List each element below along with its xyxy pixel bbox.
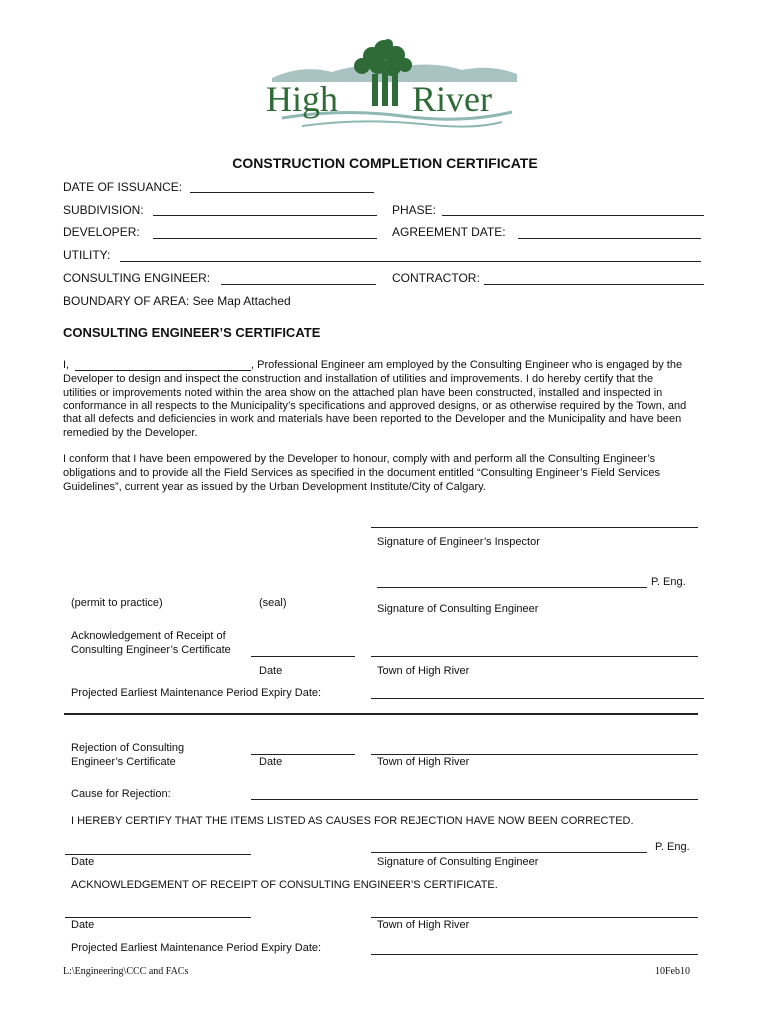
phase-field[interactable] xyxy=(442,215,704,216)
agreement-date-field[interactable] xyxy=(518,238,701,239)
consulting-signature-line[interactable] xyxy=(377,587,647,588)
logo-text-river: River xyxy=(412,79,492,119)
rejection-label-1: Rejection of Consulting xyxy=(71,742,185,754)
para1-line6: remedied by the Developer. xyxy=(63,427,198,439)
correction-date-label: Date xyxy=(71,856,95,868)
contractor-field[interactable] xyxy=(484,284,704,285)
projected-expiry-label: Projected Earliest Maintenance Period Expiry Date: xyxy=(71,687,322,699)
p-eng-label: P. Eng. xyxy=(651,576,686,588)
para1-line4: conformance in all respects to the Municipality’s specifications and approved designs, or as otherwise required by the Town, and xyxy=(63,400,687,412)
ack-date-line[interactable] xyxy=(251,656,355,657)
phase-label: PHASE: xyxy=(392,203,437,217)
seal-label: (seal) xyxy=(259,597,287,609)
consulting-engineer-field[interactable] xyxy=(221,284,376,285)
section-title: CONSULTING ENGINEER’S CERTIFICATE xyxy=(63,325,321,340)
correction-date-line[interactable] xyxy=(65,854,251,855)
acknowledgement-receipt-text: ACKNOWLEDGEMENT OF RECEIPT OF CONSULTING ENGINEER’S CERTIFICATE. xyxy=(71,879,498,891)
developer-field[interactable] xyxy=(153,238,377,239)
footer-file-path: L:\Engineering\CCC and FACs xyxy=(63,966,189,977)
acknowledgement-label-1: Acknowledgement of Receipt of xyxy=(71,630,226,642)
correction-signature-line[interactable] xyxy=(371,852,647,853)
ack-town-line[interactable] xyxy=(371,656,698,657)
para1-line1: , Professional Engineer am employed by the Consulting Engineer who is engaged by the xyxy=(251,359,683,371)
cause-for-rejection-field[interactable] xyxy=(251,799,698,800)
correction-p-eng-label: P. Eng. xyxy=(655,841,690,853)
boundary-of-area: BOUNDARY OF AREA: See Map Attached xyxy=(63,294,291,308)
ack-date-label: Date xyxy=(259,665,283,677)
final-projected-expiry-field[interactable] xyxy=(371,954,698,955)
consulting-signature-label: Signature of Consulting Engineer xyxy=(377,603,539,615)
para1-start: I, xyxy=(63,359,70,371)
projected-expiry-field[interactable] xyxy=(371,698,704,699)
footer-date: 10Feb10 xyxy=(655,966,690,977)
rejection-town-label: Town of High River xyxy=(377,756,470,768)
page-title: CONSTRUCTION COMPLETION CERTIFICATE xyxy=(232,155,538,171)
acknowledgement-label-2: Consulting Engineer’s Certificate xyxy=(71,644,231,656)
receipt-town-line[interactable] xyxy=(371,917,698,918)
subdivision-field[interactable] xyxy=(153,215,377,216)
para1-line2: Developer to design and inspect the construction and installation of utilities and improvements. I do hereby certify that the xyxy=(63,373,654,385)
para2-line2: obligations and to provide all the Field Services as specified in the document entitled “Consulting Engineer’s Field Services xyxy=(63,467,660,479)
consulting-engineer-label: CONSULTING ENGINEER: xyxy=(63,271,211,285)
logo-text-high: High xyxy=(266,79,338,119)
final-projected-expiry-label: Projected Earliest Maintenance Period Expiry Date: xyxy=(71,942,322,954)
subdivision-label: SUBDIVISION: xyxy=(63,203,144,217)
receipt-date-label: Date xyxy=(71,919,95,931)
rejection-label-2: Engineer’s Certificate xyxy=(71,756,176,768)
para1-line3: utilities or improvements noted within the area show on the attached plan have been constructed, installed and inspected in xyxy=(63,387,663,399)
contractor-label: CONTRACTOR: xyxy=(392,271,480,285)
para1-line5: that all defects and deficiencies in work and materials have been reported to the Developer and the Municipality and have been xyxy=(63,413,682,425)
permit-to-practice-label: (permit to practice) xyxy=(71,597,163,609)
utility-field[interactable] xyxy=(120,261,701,262)
inspector-signature-label: Signature of Engineer’s Inspector xyxy=(377,536,540,548)
date-of-issuance-field[interactable] xyxy=(190,192,374,193)
date-of-issuance-label: DATE OF ISSUANCE: xyxy=(63,180,183,194)
inspector-signature-line[interactable] xyxy=(371,527,698,528)
section-divider xyxy=(64,713,698,715)
cause-for-rejection-label: Cause for Rejection: xyxy=(71,788,171,800)
receipt-town-label: Town of High River xyxy=(377,919,470,931)
engineer-name-field[interactable] xyxy=(75,370,251,371)
rejection-date-line[interactable] xyxy=(251,754,355,755)
agreement-date-label: AGREEMENT DATE: xyxy=(392,225,506,239)
ack-town-label: Town of High River xyxy=(377,665,470,677)
para2-line1: I conform that I have been empowered by the Developer to honour, comply with and perform all the Consulting Engineer’s xyxy=(63,453,656,465)
rejection-date-label: Date xyxy=(259,756,283,768)
para2-line3: Guidelines”, current year as issued by the Urban Development Institute/City of Calgary. xyxy=(63,481,486,493)
receipt-date-line[interactable] xyxy=(65,917,251,918)
developer-label: DEVELOPER: xyxy=(63,225,140,239)
correction-signature-label: Signature of Consulting Engineer xyxy=(377,856,539,868)
town-logo xyxy=(262,38,522,138)
certify-corrected-text: I HEREBY CERTIFY THAT THE ITEMS LISTED AS CAUSES FOR REJECTION HAVE NOW BEEN CORRECTED. xyxy=(71,815,634,827)
rejection-town-line[interactable] xyxy=(371,754,698,755)
utility-label: UTILITY: xyxy=(63,248,111,262)
